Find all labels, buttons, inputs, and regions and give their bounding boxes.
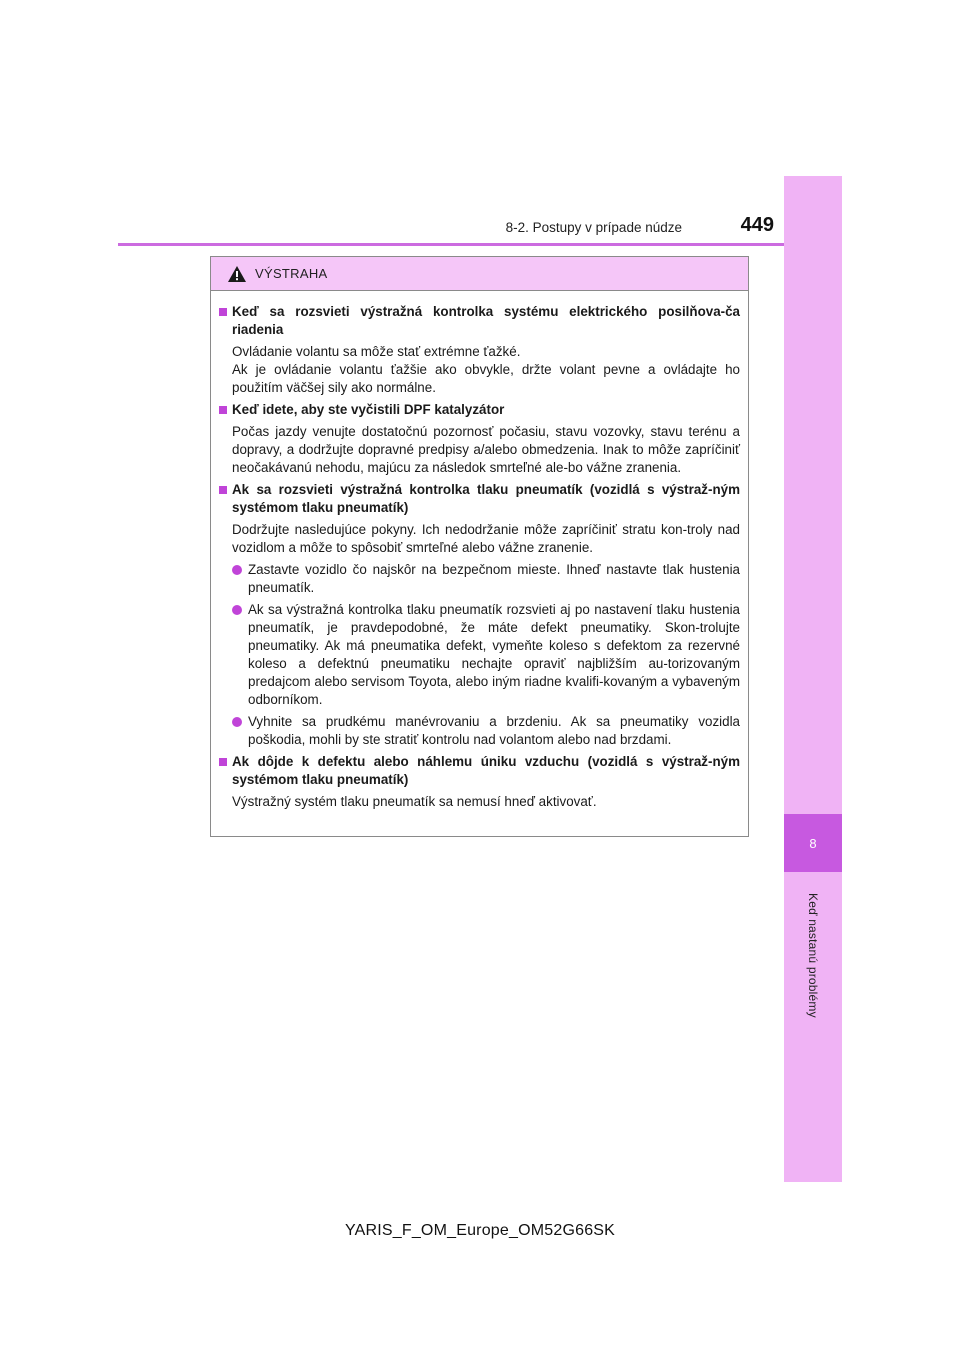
chapter-title-text: Keď nastanú problémy [806,892,820,1018]
square-bullet-icon [219,406,227,414]
square-bullet-icon [219,758,227,766]
document-code: YARIS_F_OM_Europe_OM52G66SK [344,1222,616,1239]
item-paragraph: Ovládanie volantu sa môže stať extrémne ťažké. [232,344,521,359]
warning-item-steering [219,303,740,397]
item-heading [219,481,740,517]
warning-item-tire-pressure [219,481,740,749]
item-body [219,521,740,557]
round-bullet-icon [232,605,242,615]
warning-body [211,291,748,811]
warning-triangle-icon [227,265,247,283]
list-item-text: Vyhnite sa prudkému manévrovaniu a brzdeniu. Ak sa pneumatiky vozidla poškodia, mohli by ste stratiť kontrolu nad volantom alebo nad brzdami. [248,714,740,747]
item-body [219,423,740,477]
warning-item-puncture [219,753,740,811]
item-heading [219,401,740,419]
chapter-number: 8 [784,814,842,872]
bullet-list [219,561,740,749]
page-number: 449 [740,214,774,236]
item-heading-text: Keď sa rozsvieti výstražná kontrolka systému elektrického posilňova-ča riadenia [232,304,740,337]
section-title: 8-2. Postupy v prípade núdze [505,220,682,235]
header-rule [118,243,784,246]
list-item [232,561,740,597]
item-paragraph: Počas jazdy venujte dostatočnú pozornosť počasiu, stavu vozovky, stavu terénu a dopravy, a dodržujte dopravné predpisy a/alebo obmedzenia. Inak to môže zapríčiniť neočakávanú nehodu, majúcu za následok smrteľné ale-bo vážne zranenia. [232,424,740,475]
round-bullet-icon [232,717,242,727]
warning-box [210,256,749,837]
list-item [232,713,740,749]
item-paragraph: Ak je ovládanie volantu ťažšie ako obvykle, držte volant pevne a ovládajte ho použitím väčšej sily ako normálne. [232,362,740,395]
item-paragraph: Výstražný systém tlaku pneumatík sa nemusí hneď aktivovať. [232,794,597,809]
square-bullet-icon [219,308,227,316]
item-heading-text: Ak dôjde k defektu alebo náhlemu úniku vzduchu (vozidlá s výstraž-ným systémom tlaku pneumatík) [232,754,740,787]
item-heading [219,303,740,339]
warning-item-dpf [219,401,740,477]
item-body [219,343,740,397]
item-paragraph: Dodržujte nasledujúce pokyny. Ich nedodržanie môže zapríčiniť stratu kon-troly nad vozidlom a môže to spôsobiť smrteľné alebo vážne zranenie. [232,522,740,555]
square-bullet-icon [219,486,227,494]
item-body [219,793,740,811]
list-item-text: Zastavte vozidlo čo najskôr na bezpečnom mieste. Ihneď nastavte tlak hustenia pneumatík. [248,562,740,595]
list-item-text: Ak sa výstražná kontrolka tlaku pneumatík rozsvieti aj po nastavení tlaku hustenia pneumatík, je pravdepodobné, že máte defekt pneumatiky. Skon-trolujte pneumatiky. Ak má pneumatika defekt, vymeňte koleso s defektom za rezervné koleso a defektnú pneumatiku nechajte opraviť najbližším au-torizovaným predajcom alebo servisom Toyota, alebo iným riadne kvalifi-kovaným a vybaveným odborníkom. [248,602,740,707]
item-heading-text: Ak sa rozsvieti výstražná kontrolka tlaku pneumatík (vozidlá s výstraž-ným systémom tlaku pneumatík) [232,482,740,515]
round-bullet-icon [232,565,242,575]
list-item [232,601,740,709]
chapter-title [784,878,842,1032]
warning-header [211,257,748,291]
warning-title: VÝSTRAHA [255,266,328,281]
item-heading [219,753,740,789]
item-heading-text: Keď idete, aby ste vyčistili DPF katalyzátor [232,402,505,417]
